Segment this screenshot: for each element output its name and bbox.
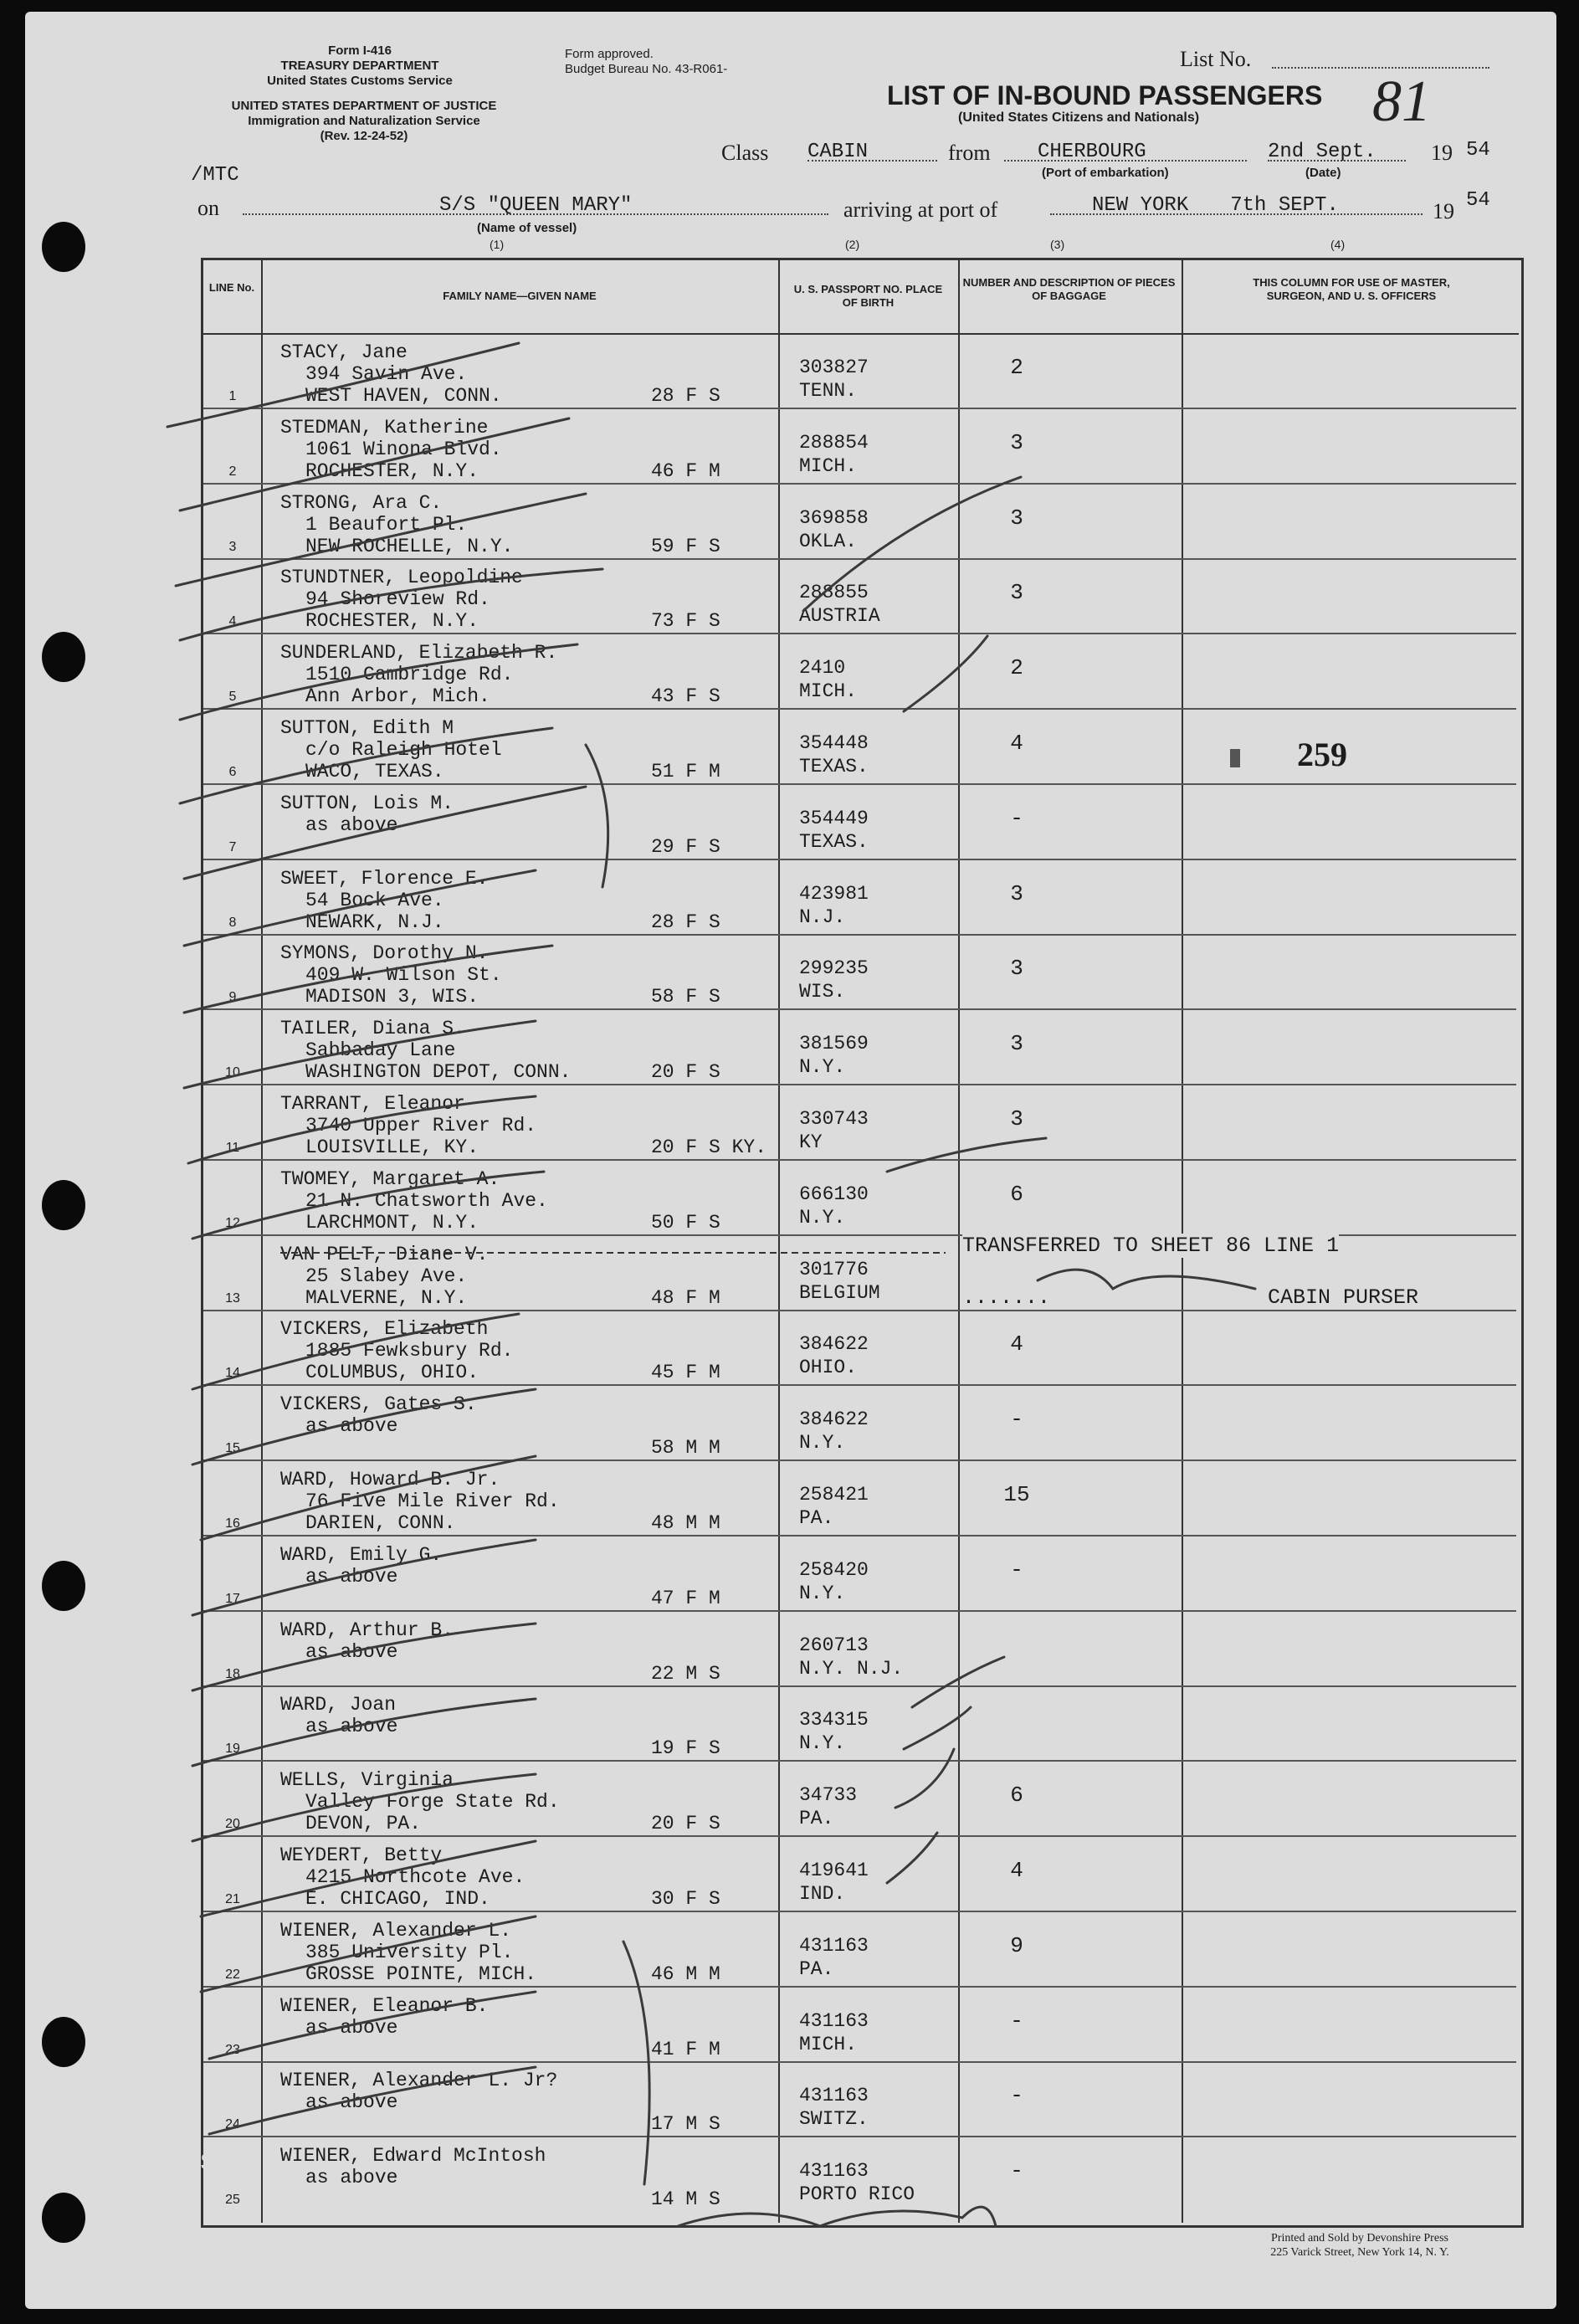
purser-label: CABIN PURSER: [1268, 1285, 1419, 1310]
passenger-name: SUNDERLAND, Elizabeth R.: [280, 642, 558, 664]
baggage-count: 2: [1010, 655, 1023, 681]
margin-note: 24 USC'S: [144, 2151, 257, 2177]
age-sex-status: 28 F S: [651, 385, 720, 407]
class-value: CABIN: [807, 141, 869, 163]
passenger-address: 3740 Upper River Rd.: [305, 1115, 537, 1136]
line-number: 15: [225, 1441, 240, 1456]
passenger-city: GROSSE POINTE, MICH.: [305, 1962, 537, 1985]
budget-bureau-line: Budget Bureau No. 43-R061-: [565, 62, 728, 76]
table-row: [203, 1387, 1516, 1461]
passenger-city: LOUISVILLE, KY.: [305, 1136, 479, 1158]
passenger-city: NEW ROCHELLE, N.Y.: [305, 535, 514, 557]
list-no-label: List No.: [1180, 47, 1252, 71]
passenger-address: Valley Forge State Rd.: [305, 1791, 560, 1814]
passenger-address: Sabbaday Lane: [305, 1039, 456, 1062]
punch-hole: [42, 222, 85, 272]
table-row: [203, 1311, 1516, 1386]
passenger-address: as above: [305, 2167, 398, 2189]
row-divider: [203, 1760, 1516, 1762]
table-row: [203, 635, 1516, 710]
row-divider: [203, 483, 1516, 485]
passenger-city: COLUMBUS, OHIO.: [305, 1362, 479, 1384]
line-number: 16: [225, 1516, 240, 1531]
passenger-city: WACO, TEXAS.: [305, 761, 444, 782]
page-title: LIST OF IN-BOUND PASSENGERS: [887, 80, 1323, 110]
passenger-name: SUTTON, Edith M: [280, 717, 454, 739]
place-of-birth: N.Y.: [799, 1206, 846, 1229]
date-label: (Date): [1305, 166, 1341, 180]
place-of-birth: MICH.: [799, 454, 858, 477]
age-sex-status: 50 F S: [651, 1211, 720, 1234]
passenger-name: SWEET, Florence E.: [280, 867, 489, 890]
passport-number: 431163: [799, 1934, 869, 1957]
passenger-name: STACY, Jane: [280, 341, 408, 363]
form-number: Form I-416: [328, 44, 392, 58]
officer-number: 259: [1297, 736, 1347, 773]
passport-number: 258421: [799, 1484, 869, 1506]
passenger-address: 4215 Northcote Ave.: [305, 1866, 525, 1888]
row-divider: [203, 408, 1516, 409]
age-sex-status: 58 F S: [651, 986, 720, 1008]
table-row: [203, 786, 1516, 860]
age-sex-status: 20 F S: [651, 1813, 720, 1835]
age-sex-status: 43 F S: [651, 685, 720, 708]
passenger-address: 409 W. Wilson St.: [305, 964, 502, 987]
table-row: [203, 1537, 1516, 1612]
passport-number: 2410: [799, 657, 846, 680]
passenger-address: 1 Beaufort Pl.: [305, 513, 468, 536]
place-of-birth: PA.: [799, 1957, 834, 1980]
age-sex-status: 17 M S: [651, 2113, 720, 2136]
line-number: 21: [225, 1892, 240, 1906]
age-sex-status: 46 M M: [651, 1962, 720, 1985]
passport-number: 384622: [799, 1333, 869, 1356]
row-divider: [203, 1835, 1516, 1837]
printer-credit: [1218, 2231, 1502, 2260]
place-of-birth: N.Y.: [799, 1582, 846, 1604]
passenger-name: WARD, Joan: [280, 1694, 397, 1716]
passenger-name: WARD, Emily G.: [280, 1543, 443, 1566]
table-row: [203, 1913, 1516, 1988]
passenger-address: as above: [305, 1565, 398, 1588]
table-row: [203, 1086, 1516, 1161]
line-number: 4: [228, 614, 237, 629]
baggage-count: 6: [1010, 1783, 1023, 1808]
passport-number: 431163: [799, 2009, 869, 2032]
purser-line: ....... CABIN PURSER: [962, 1285, 1419, 1310]
passport-number: 354448: [799, 732, 869, 754]
passenger-name: TARRANT, Eleanor: [280, 1093, 465, 1115]
page-subtitle: (United States Citizens and Nationals): [958, 110, 1200, 125]
passenger-city: DARIEN, CONN.: [305, 1512, 456, 1534]
passenger-name: STUNDTNER, Leopoldine: [280, 567, 523, 589]
baggage-count: 9: [1010, 1932, 1023, 1958]
printer-address: 225 Varick Street, New York 14, N. Y.: [1270, 2246, 1449, 2259]
row-divider: [203, 1084, 1516, 1085]
port-embark-label: (Port of embarkation): [1042, 166, 1169, 180]
passenger-address: c/o Raleigh Hotel: [305, 739, 502, 761]
dept-justice-label: UNITED STATES DEPARTMENT OF JUSTICE: [231, 99, 497, 113]
table-row: [203, 936, 1516, 1010]
on-label: on: [197, 196, 219, 220]
passenger-address: 54 Bock Ave.: [305, 889, 444, 911]
row-divider: [203, 1685, 1516, 1687]
row-divider: [203, 633, 1516, 634]
passport-number: 303827: [799, 357, 869, 378]
row-divider: [203, 1008, 1516, 1010]
passenger-name: WIENER, Edward McIntosh: [280, 2145, 546, 2168]
passenger-address: 1885 Fewksbury Rd.: [305, 1340, 514, 1362]
baggage-count: -: [1010, 1557, 1023, 1583]
table-row: [203, 1838, 1516, 1912]
passport-number: 288855: [799, 582, 869, 604]
age-sex-status: 14 M S: [651, 2188, 720, 2211]
line-number: 25: [225, 2193, 240, 2208]
place-of-birth: KY: [799, 1131, 823, 1153]
age-sex-status: 48 M M: [651, 1512, 720, 1534]
passenger-city: DEVON, PA.: [305, 1813, 422, 1835]
passenger-city: E. CHICAGO, IND.: [305, 1888, 490, 1910]
age-sex-status: 58 M M: [651, 1437, 720, 1460]
row-divider: [203, 2136, 1516, 2137]
place-of-birth: MICH.: [799, 2033, 858, 2055]
punch-hole: [42, 1561, 85, 1611]
list-no-value: 81: [1372, 69, 1431, 134]
line-number: 2: [228, 464, 237, 479]
baggage-count: 3: [1010, 429, 1023, 455]
passport-number: 423981: [799, 882, 869, 905]
line-number: 10: [225, 1065, 240, 1080]
treasury-label: TREASURY DEPARTMENT: [280, 59, 439, 73]
place-of-birth: TEXAS.: [799, 756, 869, 777]
row-divider: [203, 1610, 1516, 1612]
age-sex-status: 20 F S KY.: [651, 1136, 767, 1158]
passenger-address: 1061 Winona Blvd.: [305, 438, 502, 460]
place-of-birth: TENN.: [799, 380, 858, 402]
table-row: [203, 560, 1516, 634]
class-label: Class: [721, 141, 769, 165]
passport-number: 299235: [799, 957, 869, 980]
age-sex-status: 22 M S: [651, 1662, 720, 1685]
place-of-birth: PORTO RICO: [799, 2183, 915, 2206]
passenger-name: WIENER, Alexander L. Jr?: [280, 2070, 558, 2092]
place-of-birth: WIS.: [799, 981, 846, 1003]
table-row: [203, 1988, 1516, 2063]
passenger-address: 94 Shoreview Rd.: [305, 588, 490, 611]
place-of-birth: SWITZ.: [799, 2108, 869, 2131]
place-of-birth: TEXAS.: [799, 830, 869, 853]
passport-number: 666130: [799, 1183, 869, 1205]
from-value: CHERBOURG: [1038, 141, 1146, 163]
line-number: 18: [225, 1666, 240, 1681]
baggage-count: 15: [1003, 1482, 1030, 1507]
passenger-address: as above: [305, 2091, 398, 2114]
age-sex-status: 73 F S: [651, 610, 720, 633]
line-number: 19: [225, 1742, 240, 1757]
age-sex-status: 20 F S: [651, 1061, 720, 1084]
passenger-name: STEDMAN, Katherine: [280, 416, 489, 439]
vessel-label: (Name of vessel): [477, 221, 577, 235]
place-of-birth: N.Y.: [799, 1056, 846, 1079]
place-of-birth: IND.: [799, 1883, 846, 1905]
age-sex-status: 28 F S: [651, 911, 720, 933]
passenger-name: WELLS, Virginia: [280, 1769, 454, 1792]
transfer-note: TRANSFERRED TO SHEET 86 LINE 1: [962, 1234, 1340, 1258]
line-number: 7: [228, 839, 237, 854]
passport-number: 260713: [799, 1634, 869, 1656]
col-header-baggage: NUMBER AND DESCRIPTION OF PIECES OF BAGGAGE: [962, 276, 1176, 302]
line-number: 3: [228, 539, 237, 554]
passenger-address: 385 University Pl.: [305, 1941, 514, 1963]
row-divider: [203, 2061, 1516, 2063]
passenger-name: WIENER, Eleanor B.: [280, 1994, 489, 2017]
row-divider: [203, 1911, 1516, 1912]
passport-number: 354449: [799, 807, 869, 829]
baggage-count: 3: [1010, 1106, 1023, 1131]
from-label: from: [948, 141, 991, 165]
table-row: [203, 1687, 1516, 1762]
baggage-count: 4: [1010, 731, 1023, 756]
passenger-address: 1510 Cambridge Rd.: [305, 664, 514, 686]
place-of-birth: N.J.: [799, 905, 846, 928]
line-number: 6: [228, 765, 237, 779]
line-number: 9: [228, 990, 237, 1005]
passenger-name: TWOMEY, Margaret A.: [280, 1167, 500, 1190]
passenger-city: ROCHESTER, N.Y.: [305, 610, 479, 633]
passenger-city: WASHINGTON DEPOT, CONN.: [305, 1061, 572, 1084]
line-number: 1: [228, 389, 237, 403]
age-sex-status: 47 F M: [651, 1587, 720, 1609]
passenger-address: as above: [305, 2016, 398, 2039]
table-row: [203, 410, 1516, 485]
punch-hole: [42, 2193, 85, 2243]
place-of-birth: OKLA.: [799, 530, 858, 552]
line-number: 17: [225, 1591, 240, 1606]
passenger-name: WARD, Howard B. Jr.: [280, 1469, 500, 1490]
table-row: [203, 335, 1516, 409]
passenger-city: LARCHMONT, N.Y.: [305, 1211, 479, 1234]
line-number: 20: [225, 1817, 240, 1832]
table-row: [203, 485, 1516, 560]
baggage-count: -: [1010, 2008, 1023, 2034]
passenger-name: SUTTON, Lois M.: [280, 792, 454, 814]
passenger-address: as above: [305, 1415, 398, 1438]
table-row: [203, 1613, 1516, 1687]
baggage-count: 3: [1010, 1031, 1023, 1057]
arrival-wrap: [1050, 194, 1423, 215]
passport-number: 419641: [799, 1860, 869, 1881]
vessel-name: S/S "QUEEN MARY": [439, 194, 633, 217]
passenger-city: ROCHESTER, N.Y.: [305, 459, 479, 482]
table-row: [203, 1462, 1516, 1537]
baggage-count: 3: [1010, 580, 1023, 606]
place-of-birth: OHIO.: [799, 1357, 858, 1379]
row-divider: [203, 1460, 1516, 1461]
passport-number: 334315: [799, 1709, 869, 1731]
baggage-count: 3: [1010, 956, 1023, 982]
arrival-date: 7th SEPT.: [1230, 194, 1339, 217]
age-sex-status: 46 F M: [651, 459, 720, 482]
passport-number: 34733: [799, 1784, 858, 1807]
line-number: 8: [228, 915, 237, 930]
table-row: [203, 1762, 1516, 1837]
column-number: (1): [490, 238, 505, 251]
table-row: [203, 1011, 1516, 1085]
revision-label: (Rev. 12-24-52): [320, 129, 408, 143]
arrival-year-suffix: 54: [1466, 189, 1490, 212]
baggage-count: 2: [1010, 355, 1023, 380]
baggage-count: 3: [1010, 880, 1023, 906]
line-number: 24: [225, 2117, 240, 2132]
place-of-birth: AUSTRIA: [799, 605, 880, 628]
place-of-birth: PA.: [799, 1808, 834, 1830]
passport-number: 258420: [799, 1558, 869, 1581]
row-divider: [203, 708, 1516, 710]
passport-number: 431163: [799, 2160, 869, 2183]
vessel-wrap: [243, 194, 828, 215]
passenger-name: STRONG, Ara C.: [280, 491, 443, 514]
age-sex-status: 30 F S: [651, 1888, 720, 1910]
baggage-count: 4: [1010, 1331, 1023, 1357]
department-block: [184, 99, 544, 144]
passport-number: 288854: [799, 431, 869, 454]
year-suffix: 54: [1466, 139, 1490, 162]
passenger-name: WEYDERT, Betty: [280, 1844, 443, 1866]
passenger-city: MALVERNE, N.Y.: [305, 1286, 468, 1309]
customs-label: United States Customs Service: [267, 74, 453, 88]
passenger-city: WEST HAVEN, CONN.: [305, 385, 502, 407]
approval-block: [565, 47, 727, 77]
passenger-name: VICKERS, Gates S.: [280, 1393, 477, 1416]
line-number: 5: [228, 690, 237, 705]
table-row: [203, 1162, 1516, 1236]
passenger-city: Ann Arbor, Mich.: [305, 685, 490, 708]
row-divider: [203, 1159, 1516, 1161]
baggage-count: 3: [1010, 505, 1023, 531]
passport-number: 301776: [799, 1258, 869, 1280]
passenger-address: as above: [305, 1716, 398, 1738]
table-row: [203, 861, 1516, 936]
age-sex-status: 19 F S: [651, 1737, 720, 1760]
voyage-code: /MTC: [191, 164, 239, 187]
row-divider: [203, 1384, 1516, 1386]
arriving-label: arriving at port of: [843, 198, 998, 222]
date-value: 2nd Sept.: [1268, 141, 1376, 163]
age-sex-status: 45 F M: [651, 1362, 720, 1384]
col-header-officers: THIS COLUMN FOR USE OF MASTER, SURGEON, AND U. S. OFFICERS: [1253, 276, 1450, 302]
date-wrap: [1268, 141, 1406, 162]
ins-label: Immigration and Naturalization Service: [248, 114, 480, 128]
passenger-name: TAILER, Diana S.: [280, 1018, 465, 1040]
row-divider: [203, 783, 1516, 785]
column-number: (4): [1330, 238, 1346, 251]
baggage-count: -: [1010, 1407, 1023, 1433]
passport-number: 330743: [799, 1108, 869, 1130]
passenger-name: WIENER, Alexander L.: [280, 1919, 512, 1942]
place-of-birth: N.Y.: [799, 1432, 846, 1454]
col-header-name: FAMILY NAME—GIVEN NAME: [443, 290, 597, 302]
passport-number: 431163: [799, 2085, 869, 2107]
line-number: 13: [225, 1290, 240, 1306]
age-sex-status: 59 F S: [651, 535, 720, 557]
table-row: [203, 2063, 1516, 2137]
approval-line: Form approved.: [565, 47, 654, 61]
passenger-address: as above: [305, 813, 398, 836]
place-of-birth: N.Y.: [799, 1732, 846, 1755]
passenger-city: NEWARK, N.J.: [305, 911, 444, 933]
age-sex-status: 48 F M: [651, 1286, 720, 1309]
passenger-name: VAN PELT, Diane V.: [280, 1243, 489, 1265]
line-number: 11: [225, 1141, 240, 1155]
line-number: 14: [225, 1366, 240, 1381]
col-header-line-no: LINE No.: [208, 281, 255, 294]
table-row: [203, 2138, 1516, 2213]
age-sex-status: 29 F S: [651, 835, 720, 858]
age-sex-status: 51 F M: [651, 761, 720, 782]
passenger-address: 76 Five Mile River Rd.: [305, 1490, 560, 1512]
place-of-birth: PA.: [799, 1507, 834, 1529]
passenger-address: 394 Savin Ave.: [305, 363, 468, 385]
passport-number: 369858: [799, 506, 869, 529]
passport-number: 381569: [799, 1033, 869, 1055]
year-prefix: 19: [1431, 141, 1453, 165]
baggage-count: 6: [1010, 1181, 1023, 1207]
place-of-birth: BELGIUM: [799, 1281, 880, 1304]
ink-blot: [1230, 749, 1240, 767]
baggage-count: -: [1010, 2158, 1023, 2184]
column-number: (2): [845, 238, 860, 251]
baggage-count: -: [1010, 2083, 1023, 2109]
line-number: 12: [225, 1215, 240, 1230]
passenger-address: as above: [305, 1640, 398, 1663]
passport-number: 384622: [799, 1408, 869, 1431]
row-divider: [203, 859, 1516, 860]
from-value-wrap: [1004, 141, 1247, 162]
printer-line: Printed and Sold by Devonshire Press: [1271, 2232, 1448, 2244]
row-divider: [203, 558, 1516, 560]
line-number: 23: [225, 2042, 240, 2057]
passenger-city: MADISON 3, WIS.: [305, 986, 479, 1008]
arrival-port: NEW YORK: [1092, 194, 1189, 217]
class-value-wrap: [807, 141, 937, 162]
passenger-name: VICKERS, Elizabeth: [280, 1318, 489, 1341]
form-id-block: [234, 44, 485, 89]
baggage-count: 4: [1010, 1858, 1023, 1883]
place-of-birth: MICH.: [799, 680, 858, 703]
punch-hole: [42, 2017, 85, 2067]
row-divider: [203, 934, 1516, 936]
column-number: (3): [1050, 238, 1065, 251]
row-divider: [203, 1986, 1516, 1988]
place-of-birth: N.Y. N.J.: [799, 1657, 904, 1680]
punch-hole: [42, 632, 85, 682]
arrival-year-prefix: 19: [1433, 199, 1454, 223]
passenger-name: SYMONS, Dorothy N.: [280, 942, 489, 965]
passenger-address: 21 N. Chatsworth Ave.: [305, 1189, 548, 1212]
row-divider: [203, 1535, 1516, 1537]
passenger-name: WARD, Arthur B.: [280, 1619, 454, 1641]
punch-hole: [42, 1180, 85, 1230]
baggage-count: -: [1010, 805, 1023, 831]
col-header-passport: U. S. PASSPORT NO. PLACE OF BIRTH: [793, 283, 943, 309]
passenger-address: 25 Slabey Ave.: [305, 1265, 468, 1287]
line-number: 22: [225, 1967, 240, 1982]
age-sex-status: 41 F M: [651, 2038, 720, 2060]
